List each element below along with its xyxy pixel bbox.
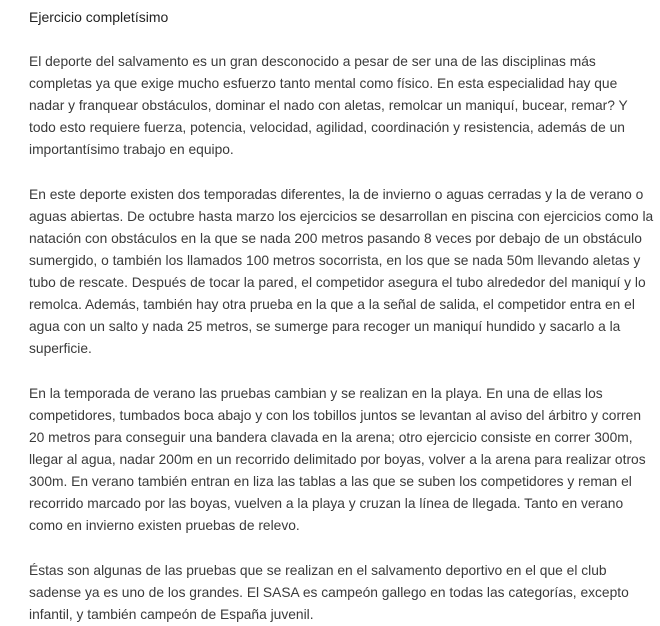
article-paragraph-1: El deporte del salvamento es un gran desconocido a pesar de ser una de las disciplinas más completas ya que exige mucho esfuerzo tanto mental como físico. En esta especialidad hay que nadar y franquear obstáculos, dominar el nado con aletas, remolcar un maniquí, bucear, remar? Y todo esto requiere fuerza, potencia, velocidad, agilidad, coordinación y resistencia, además de un importantísimo trabajo en equipo. [29,54,628,157]
article-paragraph-2: En este deporte existen dos temporadas diferentes, la de invierno o aguas cerradas y la de verano o aguas abiertas. De octubre hasta marzo los ejercicios se desarrollan en piscina con ejercicios como la natación con obstáculos en la que se nada 200 metros pasando 8 veces por debajo de un obstáculo sumergido, o también los llamados 100 metros socorrista, en los que se nada 50m llevando aletas y tubo de rescate. Después de tocar la pared, el competidor asegura el tubo alrededor del maniquí y lo remolca. Además, también hay otra prueba en la que a la señal de salida, el competidor entra en el agua con un salto y nada 25 metros, se sumerge para recoger un maniquí hundido y sacarlo a la superficie. [29,187,654,356]
article-subheading: Ejercicio completísimo [29,9,169,25]
article-body [29,6,654,626]
article-paragraph-3: En la temporada de verano las pruebas cambian y se realizan en la playa. En una de ellas los competidores, tumbados boca abajo y con los tobillos juntos se levantan al aviso del árbitro y corren 20 metros para conseguir una bandera clavada en la arena; otro ejercicio consiste en correr 300m, llegar al agua, nadar 200m en un recorrido delimitado por boyas, volver a la arena para realizar otros 300m. En verano también entran en liza las tablas a las que se suben los competidores y reman el recorrido marcado por las boyas, vuelven a la playa y cruzan la línea de llegada. Tanto en verano como en invierno existen pruebas de relevo. [29,386,646,533]
article-paragraph-4: Éstas son algunas de las pruebas que se realizan en el salvamento deportivo en el que el club sadense ya es uno de los grandes. El SASA es campeón gallego en todas las categorías, excepto infantil, y también campeón de España juvenil. [29,563,629,622]
